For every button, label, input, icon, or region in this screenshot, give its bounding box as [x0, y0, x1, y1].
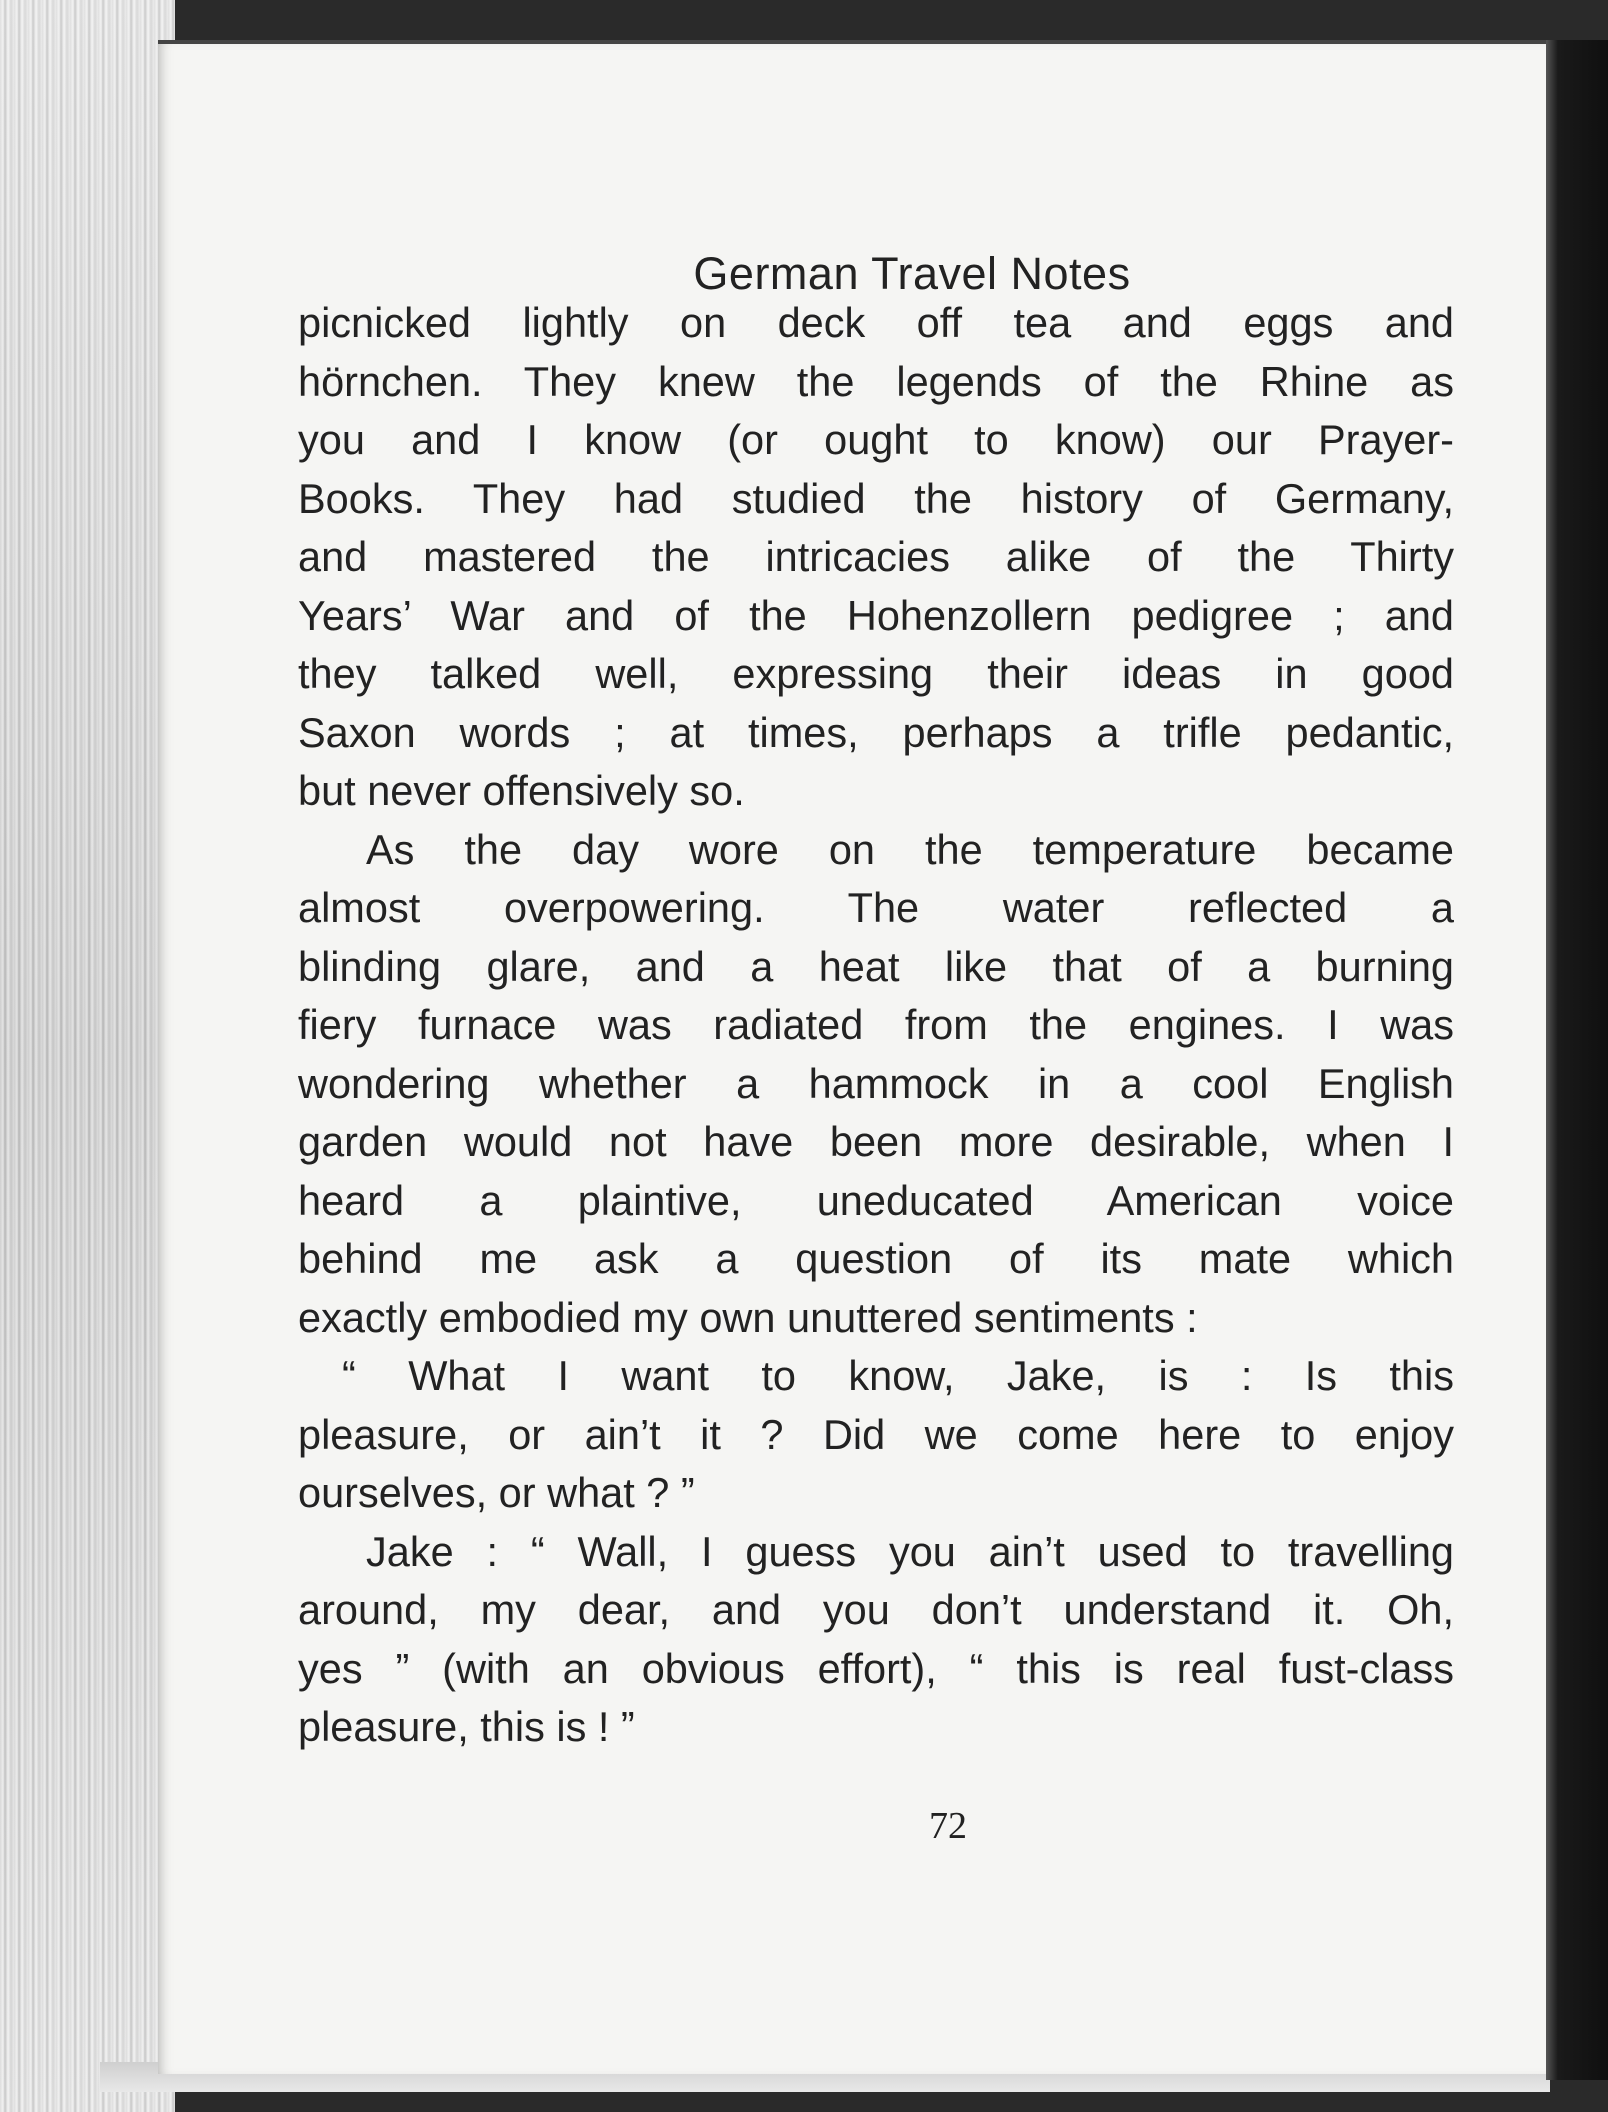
text-line: hörnchen. They knew the legends of the Rhine as	[298, 357, 1454, 405]
text-line: behind me ask a question of its mate which	[298, 1235, 1454, 1282]
book-page-edges	[0, 0, 175, 2112]
text-line: ourselves, or what ? ”	[298, 1469, 695, 1516]
text-line: fiery furnace was radiated from the engines. I was	[298, 1001, 1454, 1048]
text-line: almost overpowering. The water reflected a	[298, 884, 1454, 931]
text-line: garden would not have been more desirable, when I	[298, 1118, 1454, 1165]
body-text	[298, 294, 1454, 1757]
text-line: but never offensively so.	[298, 767, 745, 814]
facing-page-edge	[1546, 40, 1608, 2080]
text-line: you and I know (or ought to know) our Prayer-	[298, 416, 1454, 463]
text-line: and mastered the intricacies alike of the Thirty	[298, 533, 1454, 580]
text-line: Saxon words ; at times, perhaps a trifle pedantic,	[298, 708, 1454, 756]
text-line: around, my dear, and you don’t understand it. Oh,	[298, 1586, 1454, 1633]
text-line: they talked well, expressing their ideas in good	[298, 650, 1454, 697]
text-line: pleasure, or ain’t it ? Did we come here to enjoy	[298, 1410, 1454, 1458]
text-line: pleasure, this is ! ”	[298, 1703, 635, 1750]
text-line: Jake : “ Wall, I guess you ain’t used to travelling	[366, 1527, 1454, 1575]
text-line: heard a plaintive, uneducated American voice	[298, 1176, 1454, 1224]
page-number: 72	[929, 1805, 967, 1847]
text-line: yes ” (with an obvious effort), “ this is real fust-class	[298, 1644, 1454, 1692]
text-line: Years’ War and of the Hohenzollern pedigree ; and	[298, 591, 1454, 639]
running-head: German Travel Notes	[693, 248, 1131, 299]
text-line: wondering whether a hammock in a cool English	[298, 1059, 1454, 1107]
text-line: As the day wore on the temperature became	[366, 825, 1454, 873]
text-line: Books. They had studied the history of Germany,	[298, 474, 1454, 522]
text-line: picnicked lightly on deck off tea and eggs and	[298, 299, 1454, 346]
text-line: exactly embodied my own unuttered sentiments :	[298, 1293, 1198, 1341]
text-line: blinding glare, and a heat like that of a burning	[298, 942, 1454, 990]
text-line: “ What I want to know, Jake, is : Is this	[342, 1352, 1454, 1399]
